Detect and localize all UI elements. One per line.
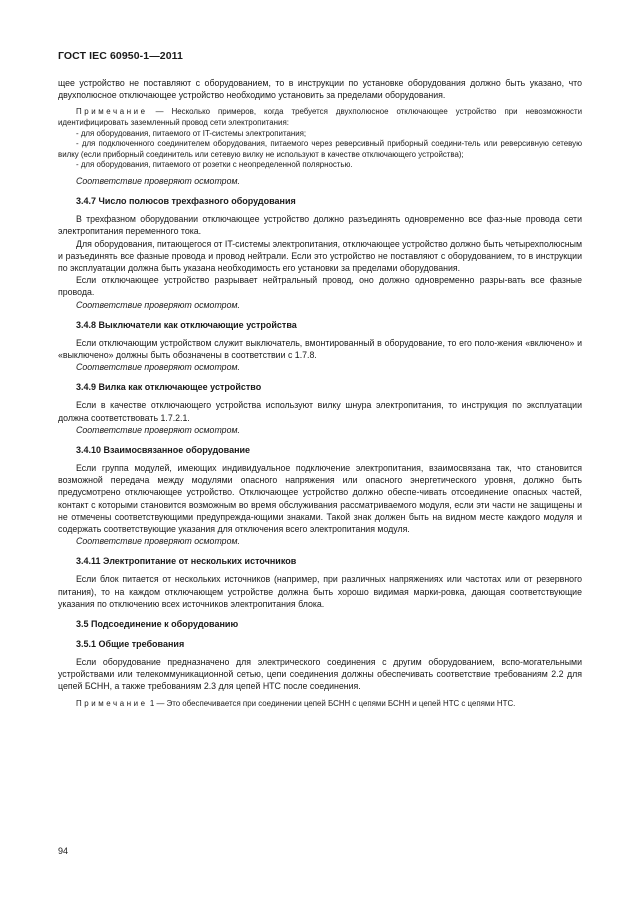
section-heading-3-4-10: 3.4.10 Взаимосвязанное оборудование — [76, 445, 251, 456]
conformity-statement: Соответствие проверяют осмотром. — [76, 424, 240, 435]
paragraph: В трехфазном оборудовании отключающее устройство должно разъединять одновременно все фаз-ные провода сети электропитания переменного тока. — [58, 214, 582, 237]
section-heading-3-5-1: 3.5.1 Общие требования — [76, 639, 185, 650]
note-1 — [58, 107, 582, 128]
document-header: ГОСТ IEC 60950-1—2011 — [58, 50, 183, 62]
note-2 — [58, 699, 582, 710]
note-1-item: - для оборудования, питаемого от розетки с неопределенной полярностью. — [76, 160, 353, 170]
section-heading-3-4-8: 3.4.8 Выключатели как отключающие устройства — [76, 319, 297, 330]
note-text: — Несколько примеров, когда требуется двухполюсное отключающее устройство при невозможности идентифицировать заземленный провод сети электропитания: — [58, 107, 582, 127]
note-label: Примечание — [76, 698, 148, 708]
page-number: 94 — [58, 846, 69, 856]
document-body — [58, 77, 582, 709]
paragraph-continued: щее устройство не поставляют с оборудованием, то в инструкции по установке оборудования должно быть указано, что двухполюсное отключающее устройство необходимо установить за пределами оборудования. — [58, 78, 582, 101]
section-heading-3-4-7: 3.4.7 Число полюсов трехфазного оборудования — [76, 196, 296, 207]
conformity-statement: Соответствие проверяют осмотром. — [76, 536, 240, 547]
note-label: Примечание — [76, 107, 148, 117]
note-text: 1 — Это обеспечивается при соединении цепей БСНН с цепями БСНН и цепей НТС с цепями НТС. — [147, 698, 516, 708]
paragraph: Если в качестве отключающего устройства используют вилку шнура электропитания, то инструкция по эксплуатации должна соответствовать 1.7.2.1. — [58, 400, 582, 423]
conformity-statement: Соответствие проверяют осмотром. — [76, 299, 240, 310]
section-heading-3-4-11: 3.4.11 Электропитание от нескольких источников — [76, 556, 297, 567]
paragraph: Если оборудование предназначено для электрического соединения с другим оборудованием, вспо-могательными устройствами или телекоммуникационной сетью, цепи соединения должны обеспечивать соответствие требованиям 2.2 для цепей БСНН, а также требованиям 2.3 для цепей НТС после соединения. — [58, 657, 582, 692]
paragraph: Для оборудования, питающегося от IT-системы электропитания, отключающее устройство должно быть четырехполюсным и разъединять все фазные провода и провод нейтрали. Если это устройство не поставляют с оборудованием, то в инструкции по эксплуатации должна быть указана необходимость его установки за пределами оборудования. — [58, 238, 582, 273]
section-heading-3-5: 3.5 Подсоединение к оборудованию — [76, 619, 239, 630]
paragraph: Если отключающее устройство разрывает нейтральный провод, оно должно одновременно разры-вать все фазные провода. — [58, 275, 582, 298]
note-1-item: - для подключенного соединителем оборудования, питаемого через реверсивный приборный соедини-тель или реверсивную сетевую вилку (если приборный соединитель или сетевую вилку не используют в качестве отключающего устройства); — [58, 139, 582, 159]
conformity-statement: Соответствие проверяют осмотром. — [76, 362, 240, 373]
paragraph: Если группа модулей, имеющих индивидуальное подключение электропитания, взаимосвязана так, что становится возможной передача между модулями опасного напряжения или опасного энергетического уровня, должно быть предусмотрено отключающее устройство. Отключающее устройство должно обеспе-чивать отсоединение опасных частей, контакт с которыми становится возможным во время обслуживания рассматриваемого модуля, если эти части не защищены и не отмечены соответствующими предупрежда-ющими знаками. Такой знак должен быть на видном месте каждого модуля и содержать соответствующие указания для отключения всего электропитания модуля. — [58, 463, 582, 535]
paragraph: Если отключающим устройством служит выключатель, вмонтированный в оборудование, то его поло-жения «включено» и «выключено» должны быть обозначены в соответствии с 1.7.8. — [58, 337, 582, 360]
note-1-item: - для оборудования, питаемого от IT-системы электропитания; — [76, 128, 307, 138]
section-heading-3-4-9: 3.4.9 Вилка как отключающее устройство — [76, 382, 262, 393]
conformity-statement: Соответствие проверяют осмотром. — [76, 175, 240, 186]
paragraph: Если блок питается от нескольких источников (например, при различных напряжениях или частотах или от резервного питания), то на каждом отключающем устройстве должна быть хорошо видимая марки-ровка, дающая соответствующие указания по отключению всех источников электропитания блока. — [58, 574, 582, 609]
